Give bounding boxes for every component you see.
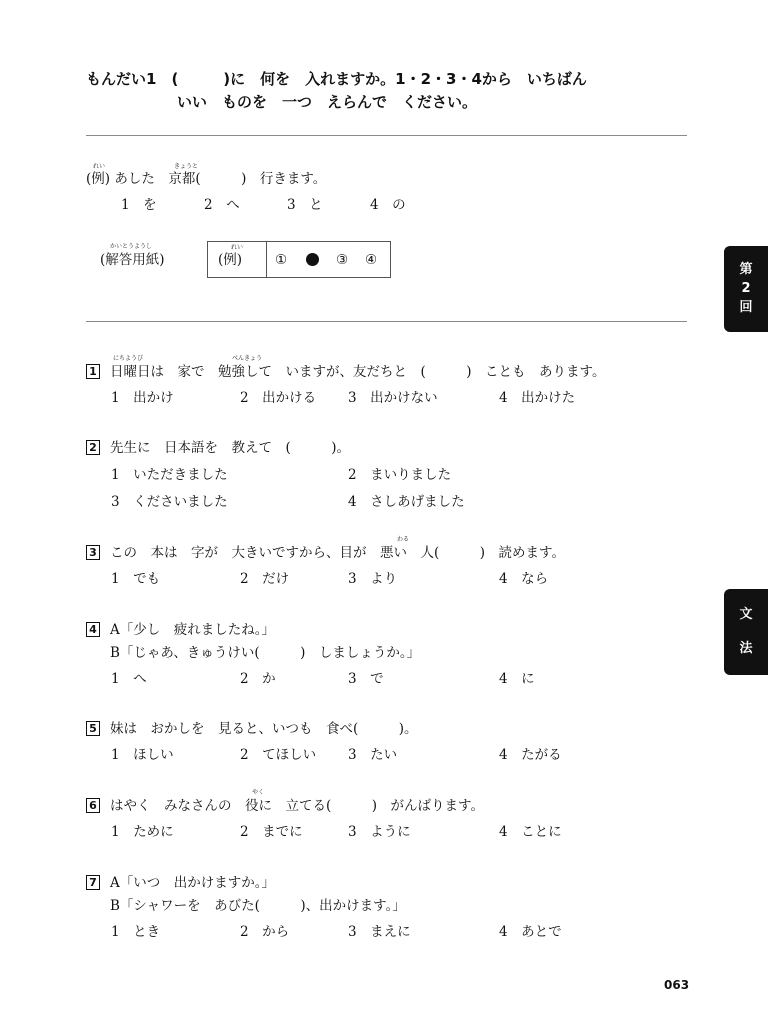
side-tab-round: [724, 246, 768, 332]
q5-option-2: 2 てほしい: [240, 747, 317, 763]
example-word: 京都: [168, 171, 196, 187]
q1-option-1: 1 出かけ: [111, 390, 174, 406]
q6-option-1: 1 ために: [111, 824, 174, 840]
q1-option-2: 2 出かける: [240, 390, 317, 406]
answer-cell-label: (例): [218, 252, 243, 268]
q3-ruby-waru: わる: [397, 536, 410, 543]
side-tab-round-char-2: 2: [741, 281, 751, 296]
q1-option-3: 3 出かけない: [348, 390, 438, 406]
q7-option-3: 3 まえに: [348, 924, 411, 940]
q2-option-1: 1 いただきました: [111, 467, 228, 483]
example-option-2: 2 へ: [204, 197, 240, 213]
q6-option-4: 4 ことに: [499, 824, 562, 840]
page-number: 063: [664, 978, 690, 992]
q1-stem: 日曜日は 家で 勉強して いますが、友だちと ( ) ことも あります。: [110, 364, 606, 380]
q3-option-1: 1 でも: [111, 571, 161, 587]
answer-sheet-divider: [266, 241, 267, 278]
example-ruby-rei: れい: [93, 163, 106, 170]
q3-option-4: 4 なら: [499, 571, 549, 587]
question-number-6: 6: [86, 798, 100, 813]
question-number-2: 2: [86, 440, 100, 455]
q2-option-3: 3 くださいました: [111, 494, 228, 510]
example-suffix: ( ) 行きます。: [195, 171, 327, 187]
q6-stem: はやく みなさんの 役に 立てる( ) がんばります。: [110, 798, 484, 814]
question-number-7: 7: [86, 875, 100, 890]
q7-line-b: B「シャワーを あびた( )、出かけます。」: [110, 898, 406, 914]
q5-option-1: 1 ほしい: [111, 747, 174, 763]
answer-sheet-label: (解答用紙): [100, 252, 165, 268]
q2-option-2: 2 まいりました: [348, 467, 452, 483]
answer-mark-filled: [306, 253, 319, 266]
q5-stem: 妹は おかしを 見ると、いつも 食べ( )。: [110, 721, 418, 737]
q4-line-a: A「少し 疲れましたね。」: [110, 622, 275, 638]
q5-option-3: 3 たい: [348, 747, 398, 763]
example-ruby-kyoto: きょうと: [174, 163, 199, 170]
q6-option-3: 3 ように: [348, 824, 411, 840]
example-sentence: [86, 170, 326, 188]
q7-line-a: A「いつ 出かけますか。」: [110, 875, 275, 891]
q4-option-1: 1 へ: [111, 671, 147, 687]
side-tab-section-char-1: 文: [739, 607, 753, 622]
q6-option-2: 2 までに: [240, 824, 303, 840]
example-prefix: (例) あした: [86, 171, 169, 187]
q3-stem: この 本は 字が 大きいですから、目が 悪い 人( ) 読めます。: [110, 545, 565, 561]
q3-option-2: 2 だけ: [240, 571, 290, 587]
side-tab-section-char-2: 法: [739, 641, 753, 656]
instructions-line-1: もんだい1 ( )に 何を 入れますか。1・2・3・4から いちばん: [86, 70, 587, 88]
q4-option-4: 4 に: [499, 671, 535, 687]
example-option-3: 3 と: [287, 197, 323, 213]
example-option-4: 4 の: [370, 197, 406, 213]
question-number-5: 5: [86, 721, 100, 736]
q1-option-4: 4 出かけた: [499, 390, 576, 406]
q4-option-2: 2 か: [240, 671, 276, 687]
q1-ruby-benkyou: べんきょう: [232, 355, 263, 362]
divider-middle: [86, 321, 687, 322]
q2-stem: 先生に 日本語を 教えて ( )。: [110, 440, 351, 456]
q3-option-3: 3 より: [348, 571, 398, 587]
side-tab-section: [724, 589, 768, 675]
q4-option-3: 3 で: [348, 671, 384, 687]
side-tab-round-char-1: 第: [739, 262, 753, 277]
divider-top: [86, 135, 687, 136]
answer-cell-ruby: れい: [231, 244, 244, 251]
q4-line-b: B「じゃあ、きゅうけい( ) しましょうか。」: [110, 645, 421, 661]
q5-option-4: 4 たがる: [499, 747, 562, 763]
q6-ruby-yaku: やく: [252, 789, 265, 796]
q7-option-2: 2 から: [240, 924, 290, 940]
q2-option-4: 4 さしあげました: [348, 494, 465, 510]
q7-option-4: 4 あとで: [499, 924, 562, 940]
question-number-3: 3: [86, 545, 100, 560]
answer-sheet-ruby: かいとうようし: [110, 243, 153, 250]
question-number-4: 4: [86, 622, 100, 637]
example-option-1: 1 を: [121, 197, 157, 213]
answer-mark-3: ③: [336, 252, 349, 268]
answer-mark-1: ①: [275, 252, 288, 268]
answer-mark-4: ④: [365, 252, 378, 268]
instructions-line-2: いい ものを 一つ えらんで ください。: [177, 93, 478, 111]
q1-ruby-nichiyoubi: にちようび: [113, 355, 144, 362]
question-number-1: 1: [86, 364, 100, 379]
side-tab-round-char-3: 回: [739, 300, 753, 315]
q7-option-1: 1 とき: [111, 924, 161, 940]
